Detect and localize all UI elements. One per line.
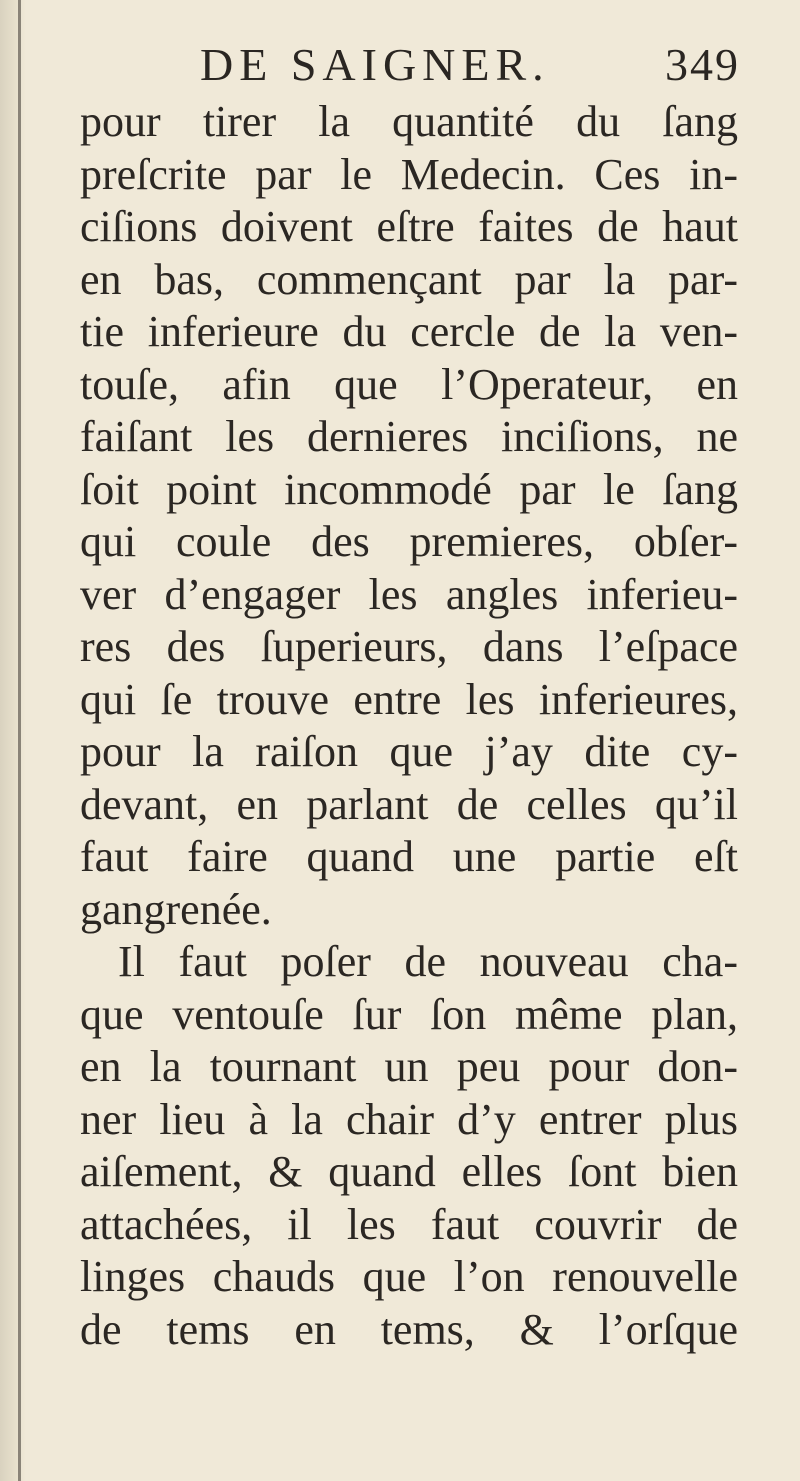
text-line: qui ſe trouve entre les inferieures, — [80, 674, 738, 724]
text-line: ver d’engager les angles inferieu- — [80, 569, 738, 619]
text-line: en bas, commençant par la par- — [80, 254, 738, 304]
text-line: gangrenée. — [80, 884, 272, 934]
body-text — [80, 96, 738, 1356]
text-line: faiſant les dernieres inciſions, ne — [80, 412, 738, 461]
text-line: de tems en tems, & l’orſque — [80, 1304, 738, 1354]
text-line: faut faire quand une partie eſt — [80, 832, 738, 881]
text-line: devant, en parlant de celles qu’il — [80, 779, 738, 829]
text-line: attachées, il les faut couvrir de — [80, 1199, 738, 1249]
binding-edge — [18, 0, 21, 1481]
text-line: en la tournant un peu pour don- — [80, 1042, 738, 1091]
text-line: ner lieu à la chair d’y entrer plus — [80, 1094, 738, 1144]
text-line: linges chauds que l’on renouvelle — [80, 1252, 738, 1301]
text-line: preſcrite par le Medecin. Ces in- — [80, 149, 738, 199]
page-number: 349 — [665, 39, 740, 90]
text-line: pour tirer la quantité du ſang — [80, 97, 738, 146]
text-line: ſoit point incommodé par le ſang — [80, 464, 738, 514]
text-line: res des ſuperieurs, dans l’eſpace — [80, 622, 738, 671]
text-line: que ventouſe ſur ſon même plan, — [80, 989, 738, 1039]
text-line: pour la raiſon que j’ay dite cy- — [80, 727, 738, 776]
text-line: qui coule des premieres, obſer- — [80, 517, 738, 566]
paragraph-2 — [80, 936, 738, 1356]
text-line: tie inferieure du cercle de la ven- — [80, 307, 738, 356]
page-gutter — [0, 0, 26, 1481]
text-line: touſe, afin que l’Operateur, en — [80, 359, 738, 409]
text-line: aiſement, & quand elles ſont bien — [80, 1147, 738, 1196]
text-line: ciſions doivent eſtre faites de haut — [80, 202, 738, 251]
text-line: Il faut poſer de nouveau cha- — [118, 937, 738, 986]
running-title: DE SAIGNER. — [200, 39, 550, 90]
paragraph-1 — [80, 96, 738, 936]
